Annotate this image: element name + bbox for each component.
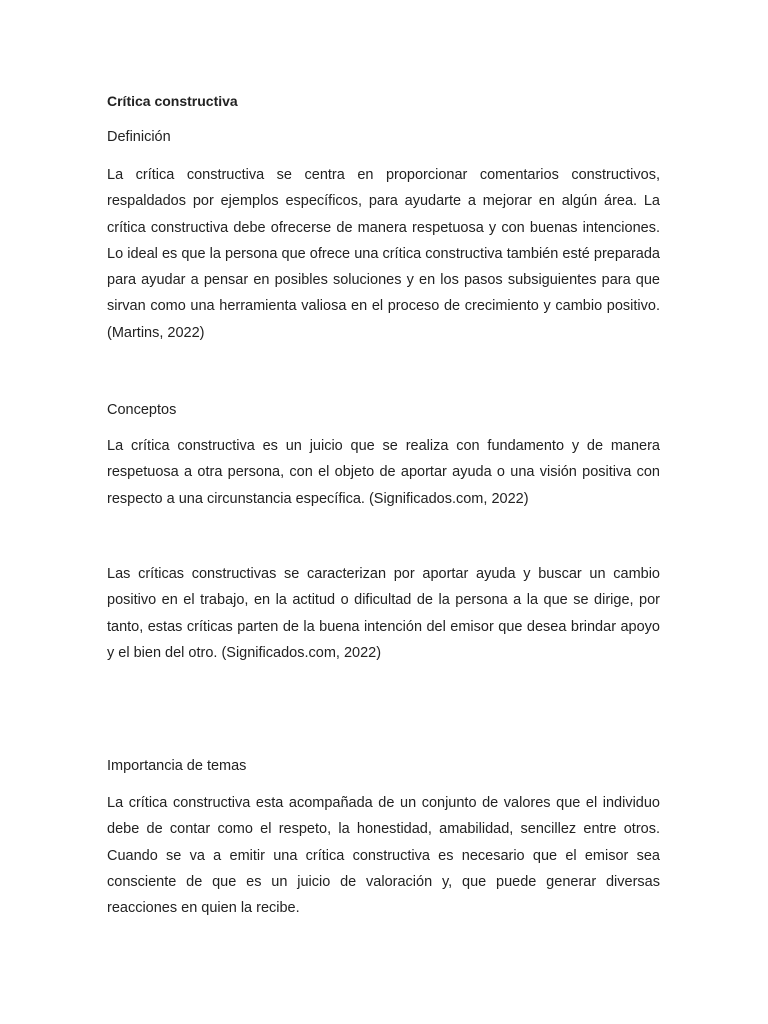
- section-heading-conceptos: Conceptos: [107, 402, 177, 418]
- paragraph-definicion: La crítica constructiva se centra en proporcionar comentarios constructivos, respaldados por ejemplos específicos, para ayudarte a mejorar en algún área. La crítica constructiva debe ofrecerse de manera respetuosa y con buenas intenciones. Lo ideal es que la persona que ofrece una crítica constructiva también esté preparada para ayudar a pensar en posibles soluciones y en los pasos subsiguientes para que sirvan como una herramienta valiosa en el proceso de crecimiento y cambio positivo. (Martins, 2022): [107, 167, 660, 341]
- document-title: Crítica constructiva: [107, 93, 238, 109]
- paragraph-conceptos-2: Las críticas constructivas se caracterizan por aportar ayuda y buscar un cambio positivo en el trabajo, en la actitud o dificultad de la persona a la que se dirige, por tanto, estas críticas parten de la buena intención del emisor que desea brindar apoyo y el bien del otro. (Significados.com, 2022): [107, 566, 660, 661]
- section-heading-importancia: Importancia de temas: [107, 758, 247, 774]
- paragraph-conceptos-1: La crítica constructiva es un juicio que se realiza con fundamento y de manera respetuosa a otra persona, con el objeto de aportar ayuda o una visión positiva con respecto a una circunstancia específica. (Significados.com, 2022): [107, 438, 660, 507]
- section-heading-definicion: Definición: [107, 129, 171, 145]
- paragraph-importancia: La crítica constructiva esta acompañada de un conjunto de valores que el individuo debe de contar como el respeto, la honestidad, amabilidad, sencillez entre otros. Cuando se va a emitir una crítica constructiva es necesario que el emisor sea consciente de que es un juicio de valoración y, que puede generar diversas reacciones en quien la recibe.: [107, 795, 660, 917]
